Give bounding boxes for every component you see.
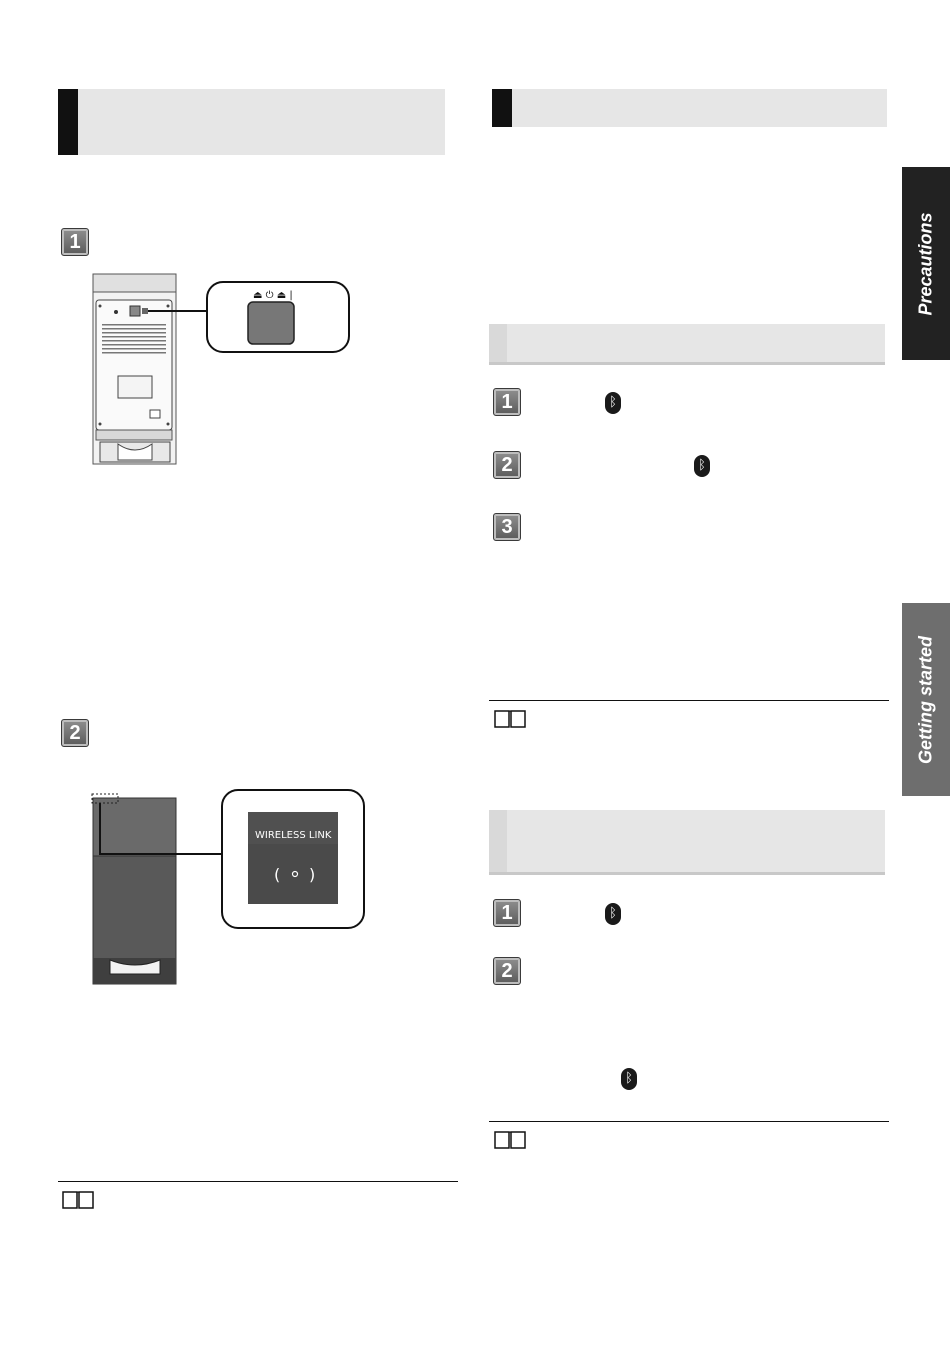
switch-symbols: ⏏ ⏻ ⏏ | — [253, 290, 293, 301]
right-note-rule-b — [489, 1121, 889, 1122]
right-subsection-b-header-marker — [489, 810, 507, 872]
speaker-front-illustration — [88, 788, 368, 988]
right-section-header — [492, 89, 887, 127]
right-subsection-a-header — [489, 324, 885, 365]
side-tab-precautions[interactable] — [902, 167, 950, 360]
step-badge-2: 2 — [493, 451, 521, 479]
left-section-header-marker — [58, 89, 78, 155]
side-tab-getting-started[interactable] — [902, 603, 950, 796]
bluetooth-icon: ᛒ — [605, 392, 621, 414]
note-book-icon — [493, 1130, 527, 1150]
note-book-icon — [61, 1190, 95, 1210]
right-section-header-marker — [492, 89, 512, 127]
right-note-rule-a — [489, 700, 889, 701]
step-badge-2: 2 — [493, 957, 521, 985]
svg-text:): ) — [309, 865, 316, 884]
right-subsection-a-header-marker — [489, 324, 507, 362]
bluetooth-icon: ᛒ — [694, 455, 710, 477]
svg-text:(: ( — [274, 865, 281, 884]
step-badge-2: 2 — [61, 719, 89, 747]
right-subsection-b-header — [489, 810, 885, 875]
left-note-rule — [58, 1181, 458, 1182]
step-badge-1: 1 — [493, 388, 521, 416]
step-badge-1: 1 — [493, 899, 521, 927]
bluetooth-icon: ᛒ — [605, 903, 621, 925]
step-badge-3: 3 — [493, 513, 521, 541]
side-tab-getting-started-label: Getting started — [915, 635, 936, 764]
note-book-icon — [493, 709, 527, 729]
left-section-header — [58, 89, 445, 155]
speaker-rear-illustration — [88, 272, 354, 467]
side-tab-precautions-label: Precautions — [915, 211, 936, 316]
step-badge-1: 1 — [61, 228, 89, 256]
wireless-link-label: WIRELESS LINK — [255, 830, 332, 841]
bluetooth-icon: ᛒ — [621, 1068, 637, 1090]
